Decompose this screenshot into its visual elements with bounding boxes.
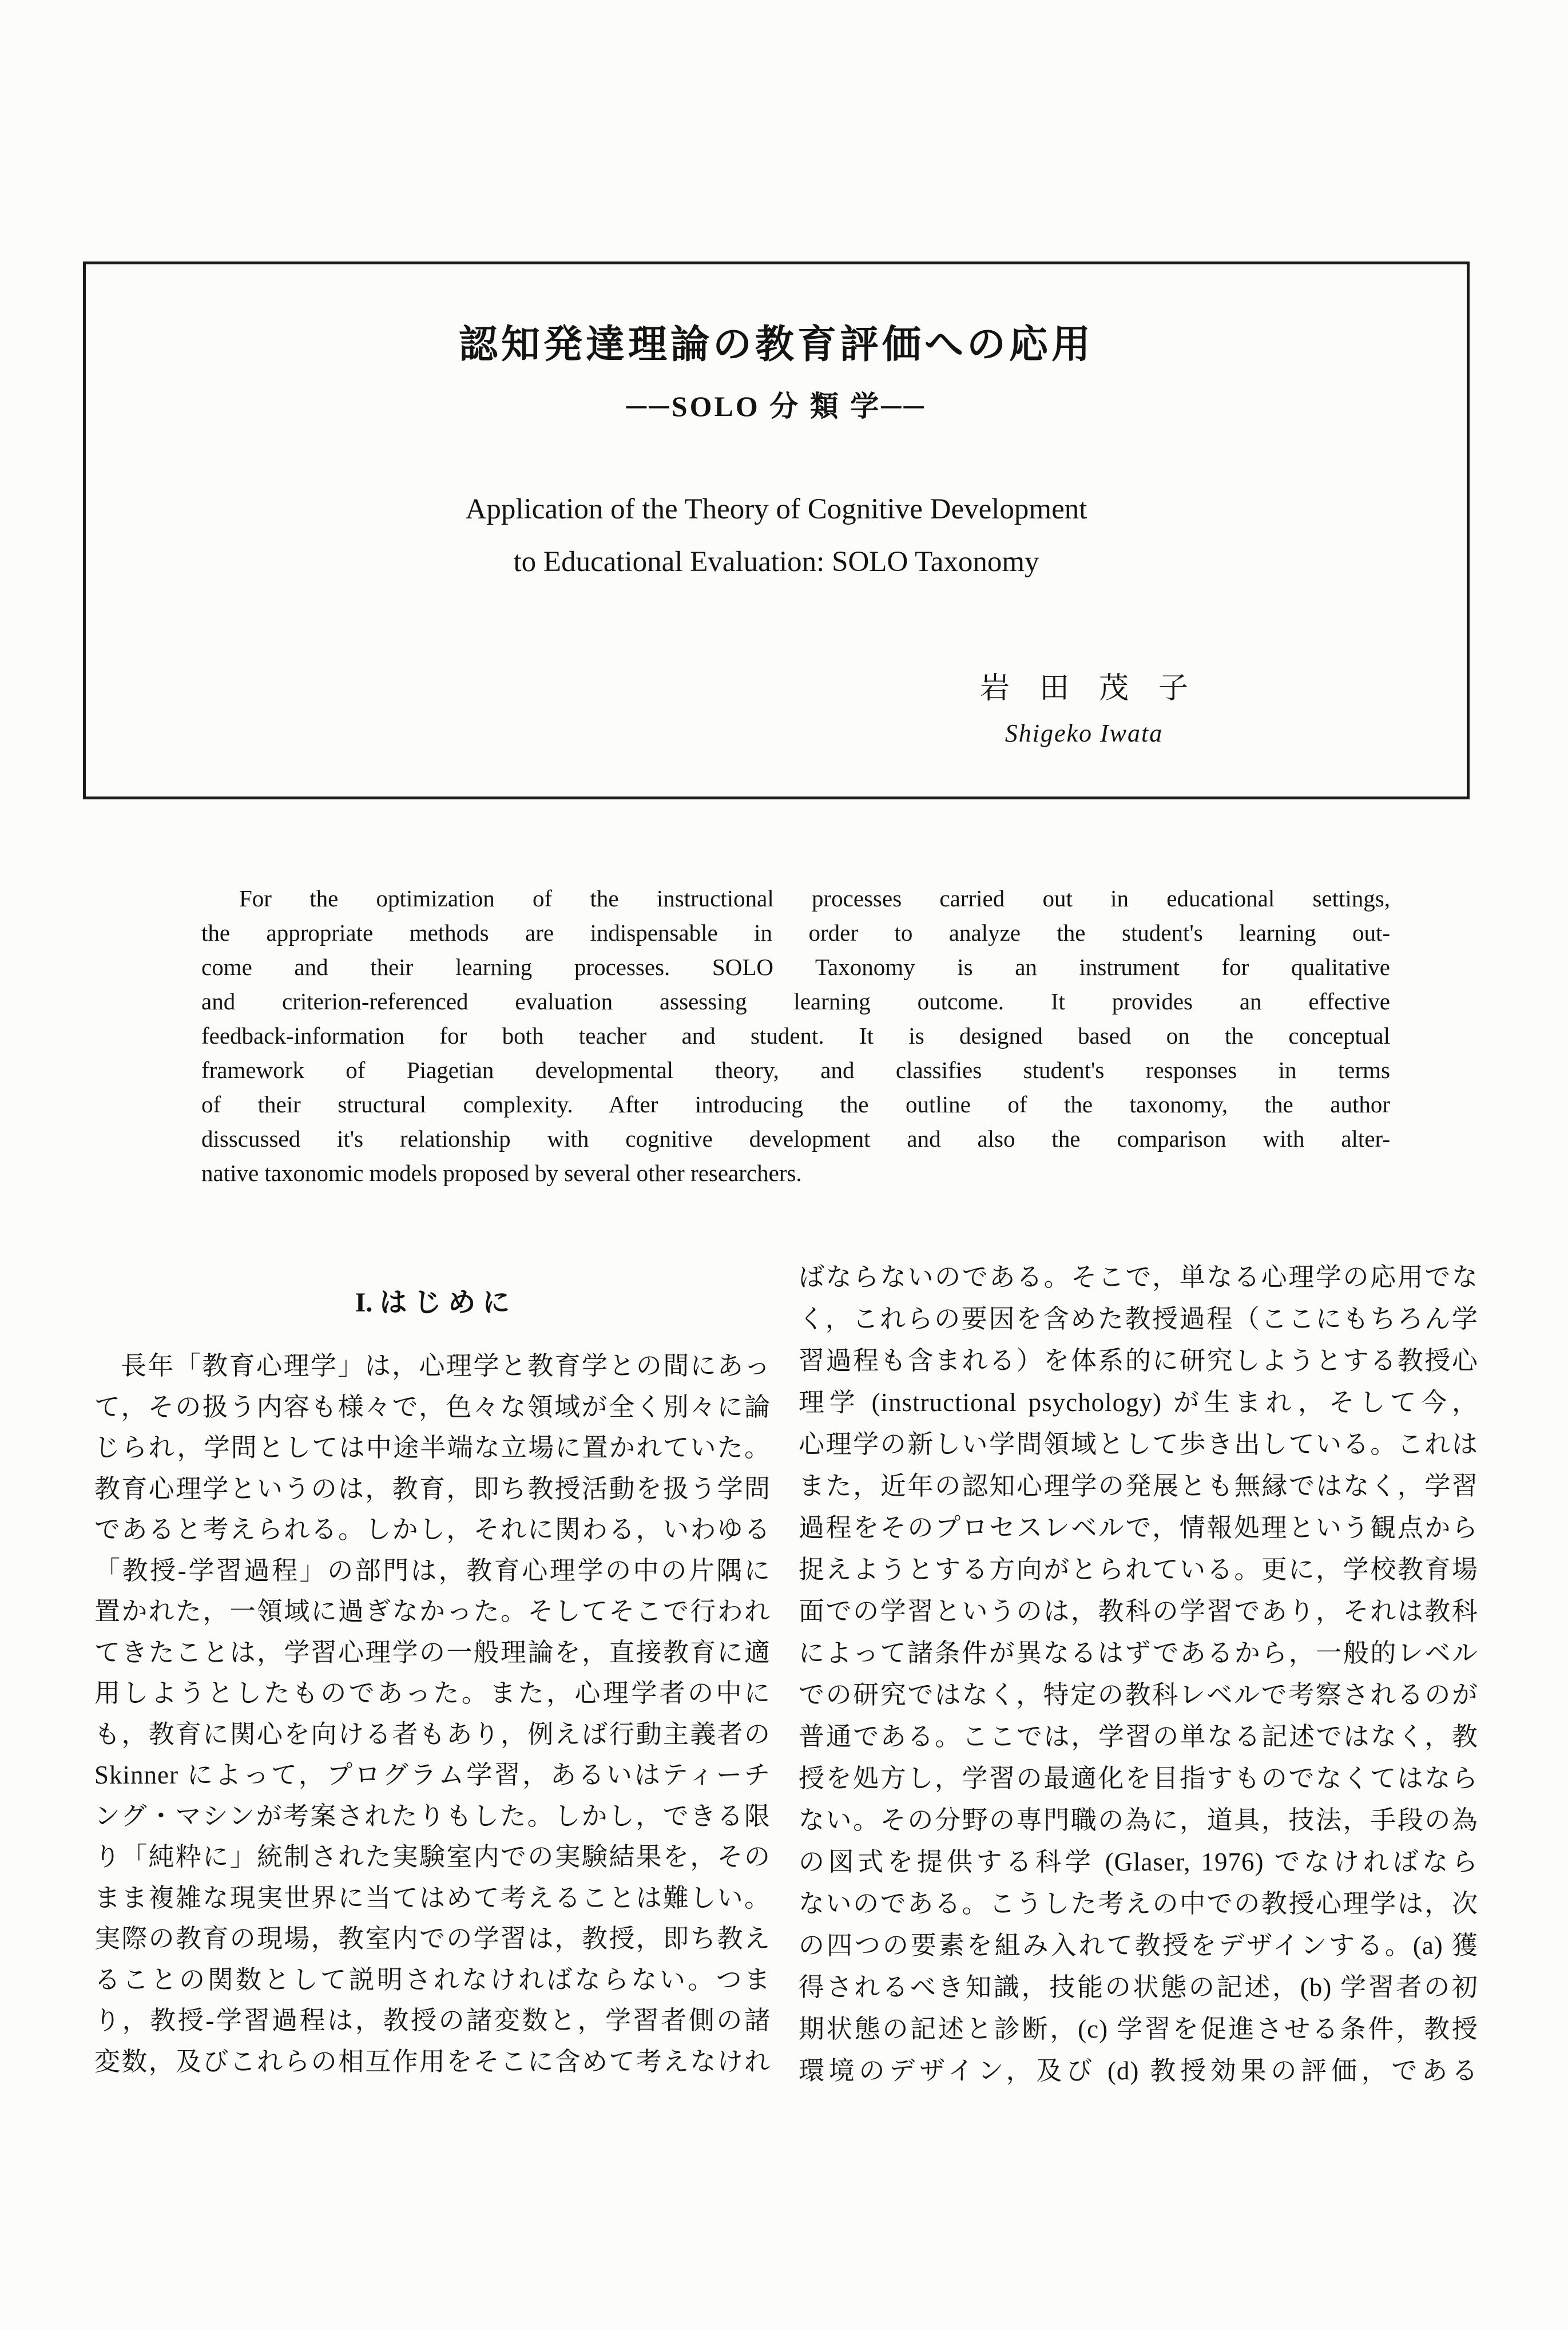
text-line: the appropriate methods are indispensable in order to analyze the student's learning out- [201, 920, 1390, 946]
text-line: ばならないのである。そこで，単なる心理学の応用でな [799, 1263, 1478, 1291]
text-line: 授を処方し，学習の最適化を目指すものでなくてはなら [799, 1764, 1478, 1793]
text-line: framework of Piagetian developmental theory, and classifies student's responses in terms [201, 1057, 1390, 1083]
text-line: の四つの要素を組み入れて教授をデザインする。(a) 獲 [799, 1931, 1478, 1960]
text-line: も，教育に関心を向ける者もあり，例えば行動主義者の [94, 1719, 771, 1749]
left-text-column [94, 1346, 771, 2082]
text-line: 実際の教育の現場，教室内での学習は，教授，即ち教え [94, 1924, 771, 1953]
text-line: て，その扱う内容も様々で，色々な領域が全く別々に論 [94, 1392, 771, 1421]
text-line: てきたことは，学習心理学の一般理論を，直接教育に適 [94, 1638, 771, 1667]
author-name-romanized: Shigeko Iwata [1005, 719, 1164, 747]
text-line: の図式を提供する科学 (Glaser, 1976) でなければなら [799, 1848, 1478, 1876]
text-line: ないのである。こうした考えの中での教授心理学は，次 [799, 1889, 1478, 1918]
paper-subtitle-japanese: ──SOLO 分 類 学── [626, 390, 927, 422]
author-name-japanese: 岩 田 茂 子 [979, 672, 1188, 705]
text-line: 習過程も含まれる）を体系的に研究しようとする教授心 [799, 1346, 1478, 1375]
text-line: native taxonomic models proposed by several other researchers. [201, 1160, 802, 1186]
text-line: come and their learning processes. SOLO Taxonomy is an instrument for qualitative [201, 954, 1390, 980]
text-line: and criterion-referenced evaluation assessing learning outcome. It provides an effective [201, 988, 1390, 1015]
abstract [201, 881, 1390, 1190]
text-line: For the optimization of the instructional processes carried out in educational settings, [239, 885, 1390, 912]
text-line: feedback-information for both teacher and student. It is designed based on the conceptual [201, 1023, 1390, 1049]
text-line: 面での学習というのは，教科の学習であり，それは教科 [799, 1597, 1478, 1626]
text-line: 環境のデザイン，及び (d) 教授効果の評価，である [799, 2056, 1478, 2085]
text-line: 「教授-学習過程」の部門は，教育心理学の中の片隅に [94, 1556, 771, 1585]
text-line: of their structural complexity. After introducing the outline of the taxonomy, the author [201, 1091, 1390, 1118]
text-line: 置かれた，一領域に過ぎなかった。そしてそこで行われ [94, 1597, 771, 1626]
text-line: 用しようとしたものであった。また，心理学者の中に [94, 1679, 771, 1707]
text-line: disscussed it's relationship with cognitive development and also the comparison with alter- [201, 1126, 1390, 1152]
text-line: ない。その分野の専門職の為に，道具，技法，手段の為 [799, 1806, 1478, 1834]
text-line: 捉えようとする方向がとられている。更に，学校教育場 [799, 1555, 1478, 1584]
text-line: 普通である。ここでは，学習の単なる記述ではなく，教 [799, 1722, 1478, 1751]
text-line: 理学 (instructional psychology) が生まれ，そして今， [799, 1388, 1478, 1417]
text-line: 得されるべき知識，技能の状態の記述，(b) 学習者の初 [799, 1973, 1478, 2002]
paper-title-english-line1: Application of the Theory of Cognitive Development [465, 493, 1087, 525]
text-line: 変数，及びこれらの相互作用をそこに含めて考えなけれ [94, 2047, 771, 2076]
text-line: ることの関数として説明されなければならない。つま [94, 1965, 771, 1994]
text-line: り「純粋に」統制された実験室内での実験結果を，その [94, 1842, 771, 1871]
text-line: まま複雑な現実世界に当てはめて考えることは難しい。 [94, 1883, 771, 1912]
right-text-column [799, 1257, 1478, 2092]
text-line: ング・マシンが考案されたりもした。しかし，できる限 [94, 1801, 771, 1830]
paper-title-japanese: 認知発達理論の教育評価への応用 [458, 323, 1094, 366]
text-line: 過程をそのプロセスレベルで，情報処理という観点から [799, 1513, 1478, 1542]
text-line: 期状態の記述と診断，(c) 学習を促進させる条件，教授 [799, 2015, 1478, 2043]
text-line: 教育心理学というのは，教育，即ち教授活動を扱う学問 [94, 1474, 771, 1503]
text-line: また，近年の認知心理学の発展とも無縁ではなく，学習 [799, 1472, 1478, 1500]
section-heading-introduction: I. は じ め に [355, 1287, 510, 1318]
paper-title-english-line2: to Educational Evaluation: SOLO Taxonomy [513, 546, 1039, 578]
title-box [83, 261, 1470, 799]
paper-title-english [86, 483, 1467, 588]
text-line: 長年「教育心理学」は，心理学と教育学との間にあっ [121, 1352, 771, 1380]
text-line: じられ，学問としては中途半端な立場に置かれていた。 [94, 1433, 771, 1462]
text-line: く，これらの要因を含めた教授過程（ここにもちろん学 [799, 1305, 1478, 1333]
text-line: 心理学の新しい学問領域として歩き出している。これは [799, 1430, 1478, 1459]
text-line: Skinner によって，プログラム学習，あるいはティーチ [94, 1761, 771, 1789]
text-line: り，教授-学習過程は，教授の諸変数と，学習者側の諸 [94, 2006, 771, 2035]
author-block [884, 672, 1284, 748]
text-line: によって諸条件が異なるはずであるから，一般的レベル [799, 1639, 1478, 1667]
text-line: であると考えられる。しかし，それに関わる，いわゆる [94, 1515, 771, 1544]
text-line: での研究ではなく，特定の教科レベルで考察されるのが [799, 1681, 1478, 1709]
